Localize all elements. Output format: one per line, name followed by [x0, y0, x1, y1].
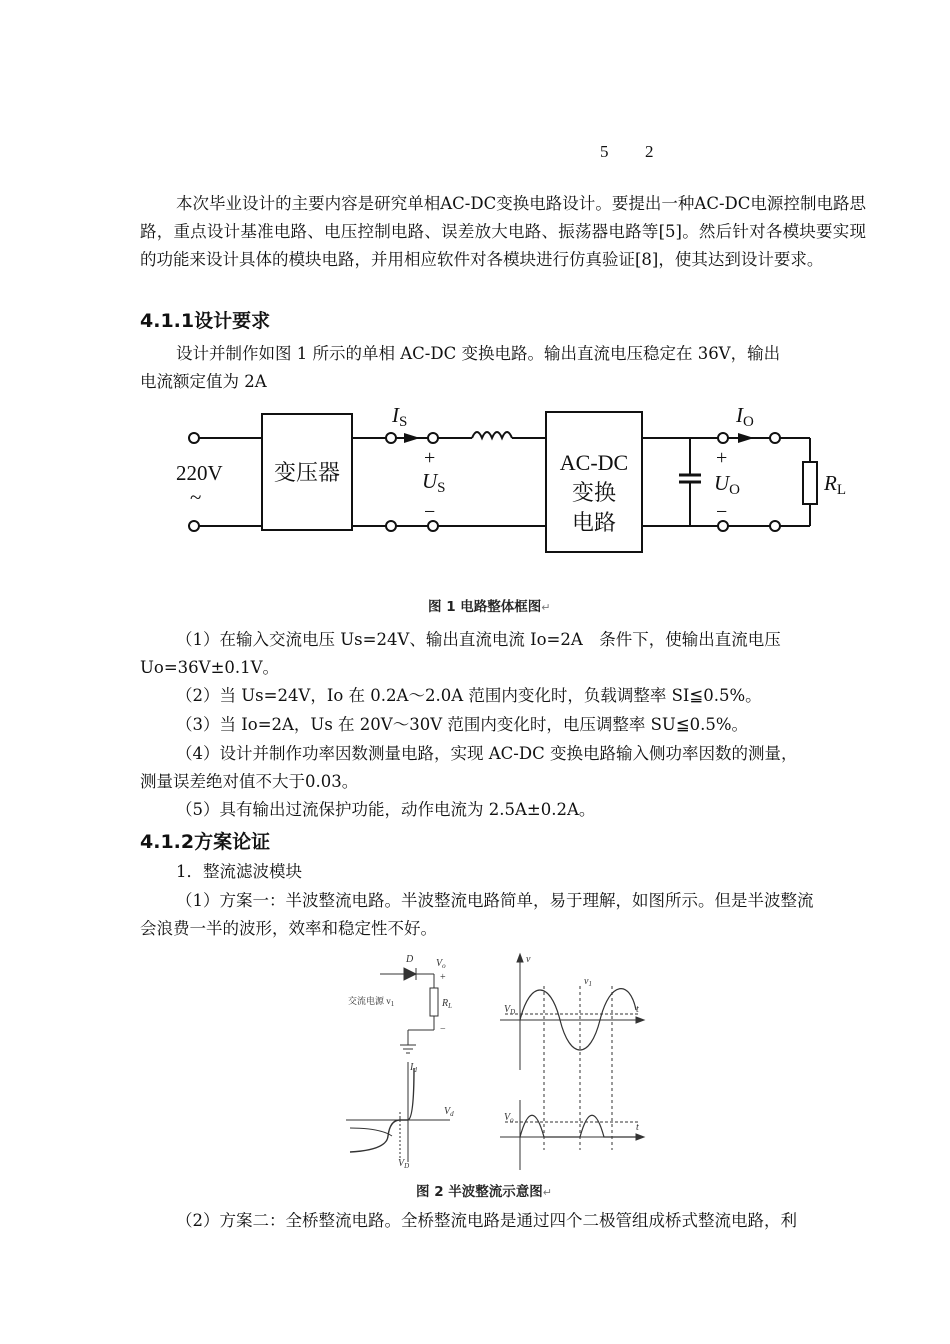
us-terminal-right-top [428, 433, 438, 443]
is-label: IS [392, 403, 408, 430]
iv-forward-curve [408, 1068, 414, 1120]
design-para-line1: 设计并制作如图 1 所示的单相 AC-DC 变换电路。输出直流电压稳定在 36V，输出 [176, 344, 781, 363]
fig2-plus: + [440, 972, 446, 983]
axis-t-arrow-bottom-icon [636, 1134, 644, 1140]
page-number [600, 142, 654, 162]
requirement-1-line1: （1）在输入交流电压 Us=24V、输出直流电流 Io=2A 条件下，使输出直流电压 [176, 630, 781, 649]
fig2-diode-label: D [406, 954, 414, 965]
load-resistor-small-icon [430, 988, 438, 1016]
return-mark-icon: ↵ [541, 601, 551, 614]
option2-line1: （2）方案二：全桥整流电路。全桥整流电路是通过四个二极管组成桥式整流电路，利 [176, 1211, 797, 1230]
is-arrow-icon [404, 433, 420, 443]
uo-label: UO [714, 471, 741, 498]
fig2-vo-wave-label: $V_o$ [504, 1112, 514, 1124]
input-voltage-label: 220V [176, 461, 223, 485]
rl-label: RL [824, 471, 846, 498]
page-number-left: 5 [600, 142, 609, 161]
inductor-icon [472, 432, 512, 438]
requirement-1-line2: Uo=36V±0.1V。 [140, 658, 280, 677]
us-plus: + [424, 447, 436, 469]
diode-icon [404, 968, 416, 980]
load-resistor-icon [803, 462, 817, 504]
input-terminal-top [189, 433, 199, 443]
axis-t-arrow-top-icon [636, 1017, 644, 1023]
uo-terminal-right-top [770, 433, 780, 443]
intro-paragraph: 本次毕业设计的主要内容是研究单相AC-DC变换电路设计。要提出一种AC-DC电源控制电路思路，重点设计基准电路、电压控制电路、误差放大电路、振荡器电路等[5]。然后针对各模块要实现的功能来设计具体的模块电路，并用相应软件对各模块进行仿真验证[8]，使其达到设计要求。 [140, 194, 866, 269]
axis-v-arrow-icon [517, 954, 523, 962]
uo-terminal-right-bottom [770, 521, 780, 531]
us-terminal-left-bottom [386, 521, 396, 531]
acdc-label-line3: 电路 [571, 510, 617, 535]
uo-plus: + [716, 447, 728, 469]
acdc-label-line1: AC-DC [559, 450, 629, 475]
fig2-v1-label: $v_1$ [584, 976, 592, 988]
option1-line1: （1）方案一：半波整流电路。半波整流电路简单，易于理解，如图所示。但是半波整流 [176, 891, 814, 910]
requirement-4-line1: （4）设计并制作功率因数测量电路，实现 AC-DC 变换电路输入侧功率因数的测量， [176, 744, 798, 763]
option1-line2: 会浪费一半的波形，效率和稳定性不好。 [140, 919, 437, 938]
input-sine-wave [520, 989, 636, 1050]
requirement-3: （3）当 Io=2A，Us 在 20V～30V 范围内变化时，电压调整率 SU≦0.5%。 [176, 715, 749, 734]
requirement-4-line2: 测量误差绝对值不大于0.03。 [140, 772, 359, 791]
figure2-caption: 图 2 半波整流示意图↵ [416, 1184, 553, 1200]
figure1-block-diagram [170, 400, 860, 580]
fig2-rl-label: $R_L$ [442, 998, 453, 1010]
page-number-right: 2 [645, 142, 654, 161]
transformer-label: 变压器 [273, 460, 341, 485]
us-minus: − [424, 501, 436, 523]
uo-minus: − [716, 501, 728, 523]
fig2-axis-t-top: t [636, 1004, 639, 1015]
return-mark-icon-2: ↵ [542, 1186, 553, 1199]
fig2-minus: − [440, 1024, 446, 1035]
section-heading-412: 4.1.2方案论证 [140, 831, 271, 853]
io-label: IO [736, 403, 754, 430]
fig2-vd-axis-label: $V_d$ [444, 1106, 454, 1118]
us-terminal-left-top [386, 433, 396, 443]
figure2-half-wave [340, 950, 650, 1172]
us-label: US [422, 469, 446, 496]
design-para-line2: 电流额定值为 2A [140, 372, 267, 391]
rectifier-module-item: 1．整流滤波模块 [176, 862, 302, 881]
acdc-label-line2: 变换 [571, 480, 617, 505]
fig2-source-label: 交流电源 $v_1$ [348, 996, 395, 1008]
fig2-vd-bottom-label: $V_D$ [398, 1158, 410, 1170]
fig2-axis-v: v [526, 954, 531, 965]
io-arrow-icon [738, 433, 754, 443]
input-tilde: ~ [190, 485, 202, 509]
fig2-axis-t-bottom: t [636, 1122, 639, 1133]
figure1-caption: 图 1 电路整体框图↵ [428, 599, 551, 615]
requirement-5: （5）具有输出过流保护功能，动作电流为 2.5A±0.2A。 [176, 800, 596, 819]
uo-terminal-left-top [718, 433, 728, 443]
section-heading-411: 4.1.1设计要求 [140, 310, 271, 332]
fig2-vd-label: $V_D$ [504, 1004, 516, 1016]
input-terminal-bottom [189, 521, 199, 531]
iv-reverse-curve [350, 1120, 408, 1152]
output-half-wave [520, 1115, 636, 1137]
fig2-id-label: $I_d$ [410, 1062, 417, 1074]
fig2-vo-label: $V_o$ [436, 958, 446, 970]
requirement-2: （2）当 Us=24V，Io 在 0.2A～2.0A 范围内变化时，负载调整率 SI≦0.5%。 [176, 686, 762, 705]
